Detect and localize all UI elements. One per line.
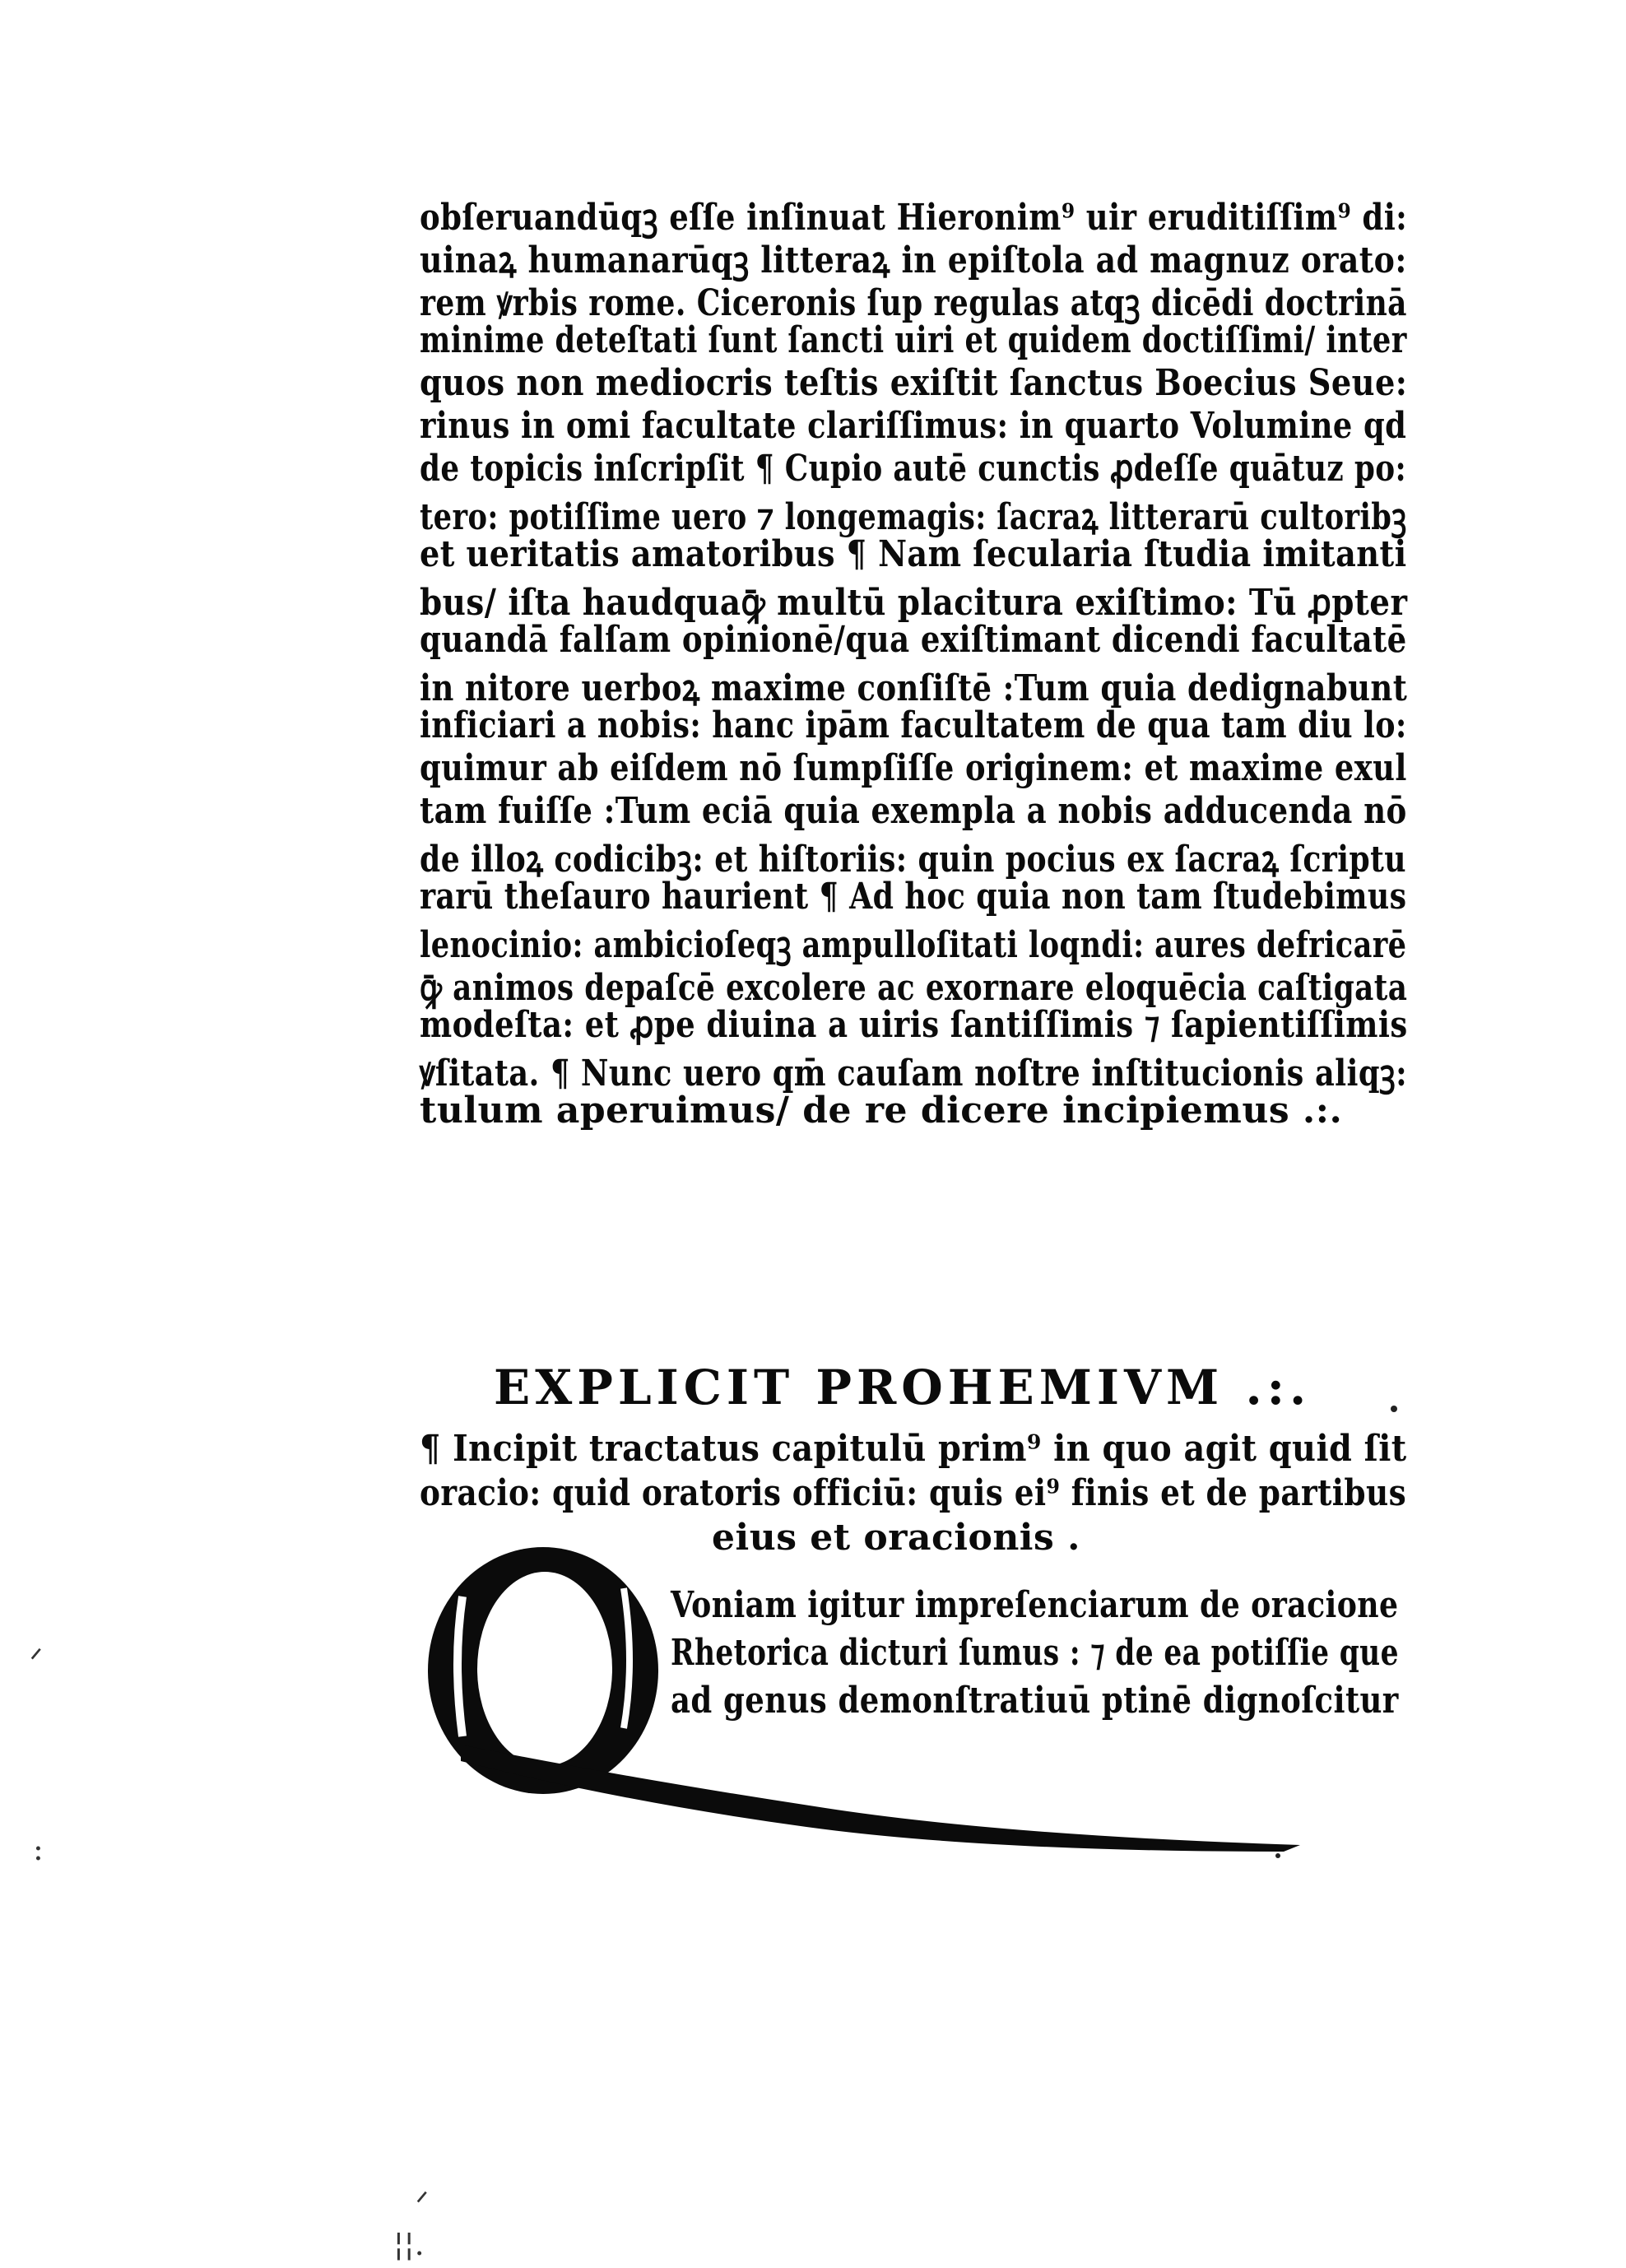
text-line-18: lenocinio: ambicioſeqꝫ ampulloſitati loqndi: aures defricarē bbox=[420, 924, 1407, 966]
initial-tail-flourish bbox=[461, 1728, 1317, 1860]
text-line-9: et ueritatis amatoribus ¶ Nam ſecularia ſtudia imitanti bbox=[420, 533, 1407, 575]
initial-line-3: ad genus demonſtratiuū ptinē dignoſcitur bbox=[671, 1680, 1399, 1722]
margin-mark-left-2: : bbox=[33, 1831, 44, 1867]
margin-mark-bottom-2: ¦¦. bbox=[393, 2226, 425, 2262]
text-line-4: minime deteſtati ſunt ſancti uiri et quidem doctiſſimi/ inter bbox=[420, 319, 1407, 361]
scan-dot bbox=[1275, 1853, 1280, 1858]
text-line-2: uinaꝝ humanarūqꝫ litteraꝝ in epiſtola ad magnuz orato: bbox=[420, 239, 1407, 281]
text-line-1: obſeruandūqꝫ eſſe inſinuat Hieronim⁹ uir eruditiſſim⁹ di: bbox=[420, 197, 1408, 239]
initial-line-2: Rhetorica dicturi ſumus : ⁊ de ea potiſſie que bbox=[671, 1632, 1399, 1674]
text-line-10: bus/ iſta haudquaꝙ̄ multū placitura exiſtimo: Tū ꝓpter bbox=[420, 582, 1408, 624]
text-line-3: rem ꝟrbis rome. Ciceronis ſup regulas atqꝫ dicēdi doctrinā bbox=[420, 282, 1407, 324]
text-line-16: de illoꝝ codicibꝫ: et hiſtoriis: quin pocius ex ſacraꝝ ſcriptu bbox=[420, 839, 1406, 881]
text-line-7: de topicis inſcripſit ¶ Cupio autē cunctis ꝓdeſſe quātuz po: bbox=[420, 448, 1407, 490]
text-line-15: tam fuiſſe :Tum eciā quia exempla a nobis adducenda nō bbox=[420, 790, 1407, 832]
text-line-11: quandā falſam opinionē/qua exiſtimant dicendi facultatē bbox=[420, 619, 1407, 661]
text-line-21: ꝟſitata. ¶ Nunc uero qm̄ cauſam noſtre inſtitucionis aliqꝫ: bbox=[420, 1053, 1408, 1094]
chapter-line-1: ¶ Incipit tractatus capitulū prim⁹ in quo agit quid ſit bbox=[420, 1428, 1407, 1470]
text-line-17: rarū theſauro haurient ¶ Ad hoc quia non tam ſtudebimus bbox=[420, 876, 1407, 918]
text-line-5: quos non mediocris teſtis exiſtit ſanctus Boecius Seue: bbox=[420, 362, 1408, 404]
scan-dot bbox=[1391, 1406, 1397, 1412]
text-line-6: rinus in omi facultate clariſſimus: in quarto Volumine qd bbox=[420, 405, 1407, 447]
margin-mark-left-1: ᐟ bbox=[30, 1642, 44, 1678]
chapter-line-3: eius et oracionis . bbox=[712, 1517, 1080, 1559]
chapter-line-2: oracio: quid oratoris officiū: quis ei⁹ finis et de partibus bbox=[420, 1472, 1407, 1514]
text-line-19: ꝙ̄ animos depaſcē excolere ac exornare eloquēcia caſtigata bbox=[420, 967, 1408, 1009]
text-line-8: tero: potiſſime uero ⁊ longemagis: ſacraꝝ litterarū cultoribꝫ bbox=[420, 496, 1407, 538]
explicit-heading: EXPLICIT PROHEMIVM .:. bbox=[494, 1359, 1312, 1415]
initial-line-1: Voniam igitur impreſenciarum de oracione bbox=[671, 1584, 1399, 1626]
text-line-20: modeſta: et ꝓpe diuina a uiris ſantiſſimis ⁊ ſapientiſſimis bbox=[420, 1004, 1408, 1046]
text-line-22: tulum aperuimus/ de re dicere incipiemus .:. bbox=[420, 1090, 1343, 1132]
text-line-12: in nitore uerboꝝ maxime conſiſtē :Tum quia dedignabunt bbox=[420, 667, 1408, 709]
text-line-14: quimur ab eiſdem nō ſumpſiſſe originem: et maxime exul bbox=[420, 747, 1407, 789]
text-line-13: inficiari a nobis: hanc ipām facultatem de qua tam diu lo: bbox=[420, 704, 1407, 746]
margin-mark-bottom-1: ᐟ bbox=[416, 2185, 430, 2221]
